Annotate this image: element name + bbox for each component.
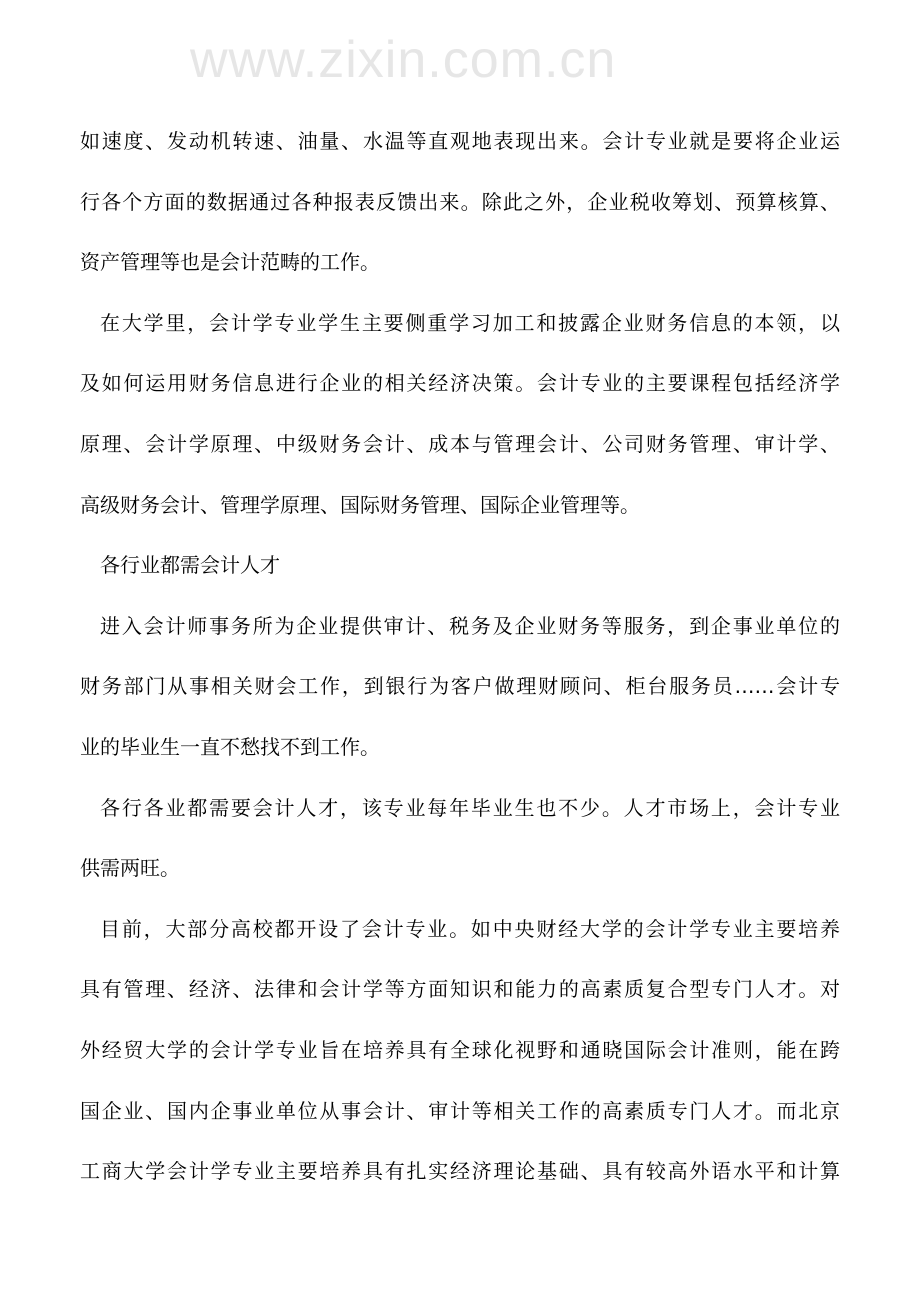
text-line: 在大学里，会计学专业学生主要侧重学习加工和披露企业财务信息的本领，以 — [100, 310, 840, 335]
text-line: 及如何运用财务信息进行企业的相关经济决策。会计专业的主要课程包括经济学 — [80, 371, 840, 396]
text-line: 具有管理、经济、法律和会计学等方面知识和能力的高素质复合型专门人才。对 — [80, 977, 840, 1002]
text-line: 资产管理等也是会计范畴的工作。 — [80, 250, 380, 275]
paragraph — [80, 612, 840, 794]
text-line: 行各个方面的数据通过各种报表反馈出来。除此之外，企业税收筹划、预算核算、 — [80, 189, 840, 214]
text-line: 各行业都需会计人才 — [100, 553, 280, 578]
text-line: 供需两旺。 — [80, 856, 180, 881]
text-line: 进入会计师事务所为企业提供审计、税务及企业财务等服务，到企事业单位的 — [100, 613, 840, 638]
paragraph — [80, 915, 840, 1218]
paragraph — [80, 309, 840, 551]
text-line: 财务部门从事相关财会工作，到银行为客户做理财顾问、柜台服务员……会计专 — [80, 674, 840, 699]
text-line: 各行各业都需要会计人才，该专业每年毕业生也不少。人才市场上，会计专业 — [100, 795, 840, 820]
section-heading — [80, 551, 840, 612]
text-line: 外经贸大学的会计学专业旨在培养具有全球化视野和通晓国际会计准则，能在跨 — [80, 1037, 840, 1062]
text-line: 如速度、发动机转速、油量、水温等直观地表现出来。会计专业就是要将企业运 — [80, 129, 840, 153]
paragraph — [80, 794, 840, 915]
text-line: 高级财务会计、管理学原理、国际财务管理、国际企业管理等。 — [80, 492, 640, 517]
document-body — [80, 127, 840, 1218]
text-line: 目前，大部分高校都开设了会计专业。如中央财经大学的会计学专业主要培养 — [100, 916, 840, 941]
text-line: 原理、会计学原理、中级财务会计、成本与管理会计、公司财务管理、审计学、 — [80, 431, 840, 456]
watermark: www.zixin.com.cn — [190, 31, 617, 89]
paragraph — [80, 127, 840, 309]
text-line: 工商大学会计学专业主要培养具有扎实经济理论基础、具有较高外语水平和计算 — [80, 1159, 840, 1184]
text-line: 国企业、国内企事业单位从事会计、审计等相关工作的高素质专门人才。而北京 — [80, 1098, 840, 1123]
text-line: 业的毕业生一直不愁找不到工作。 — [80, 734, 380, 759]
